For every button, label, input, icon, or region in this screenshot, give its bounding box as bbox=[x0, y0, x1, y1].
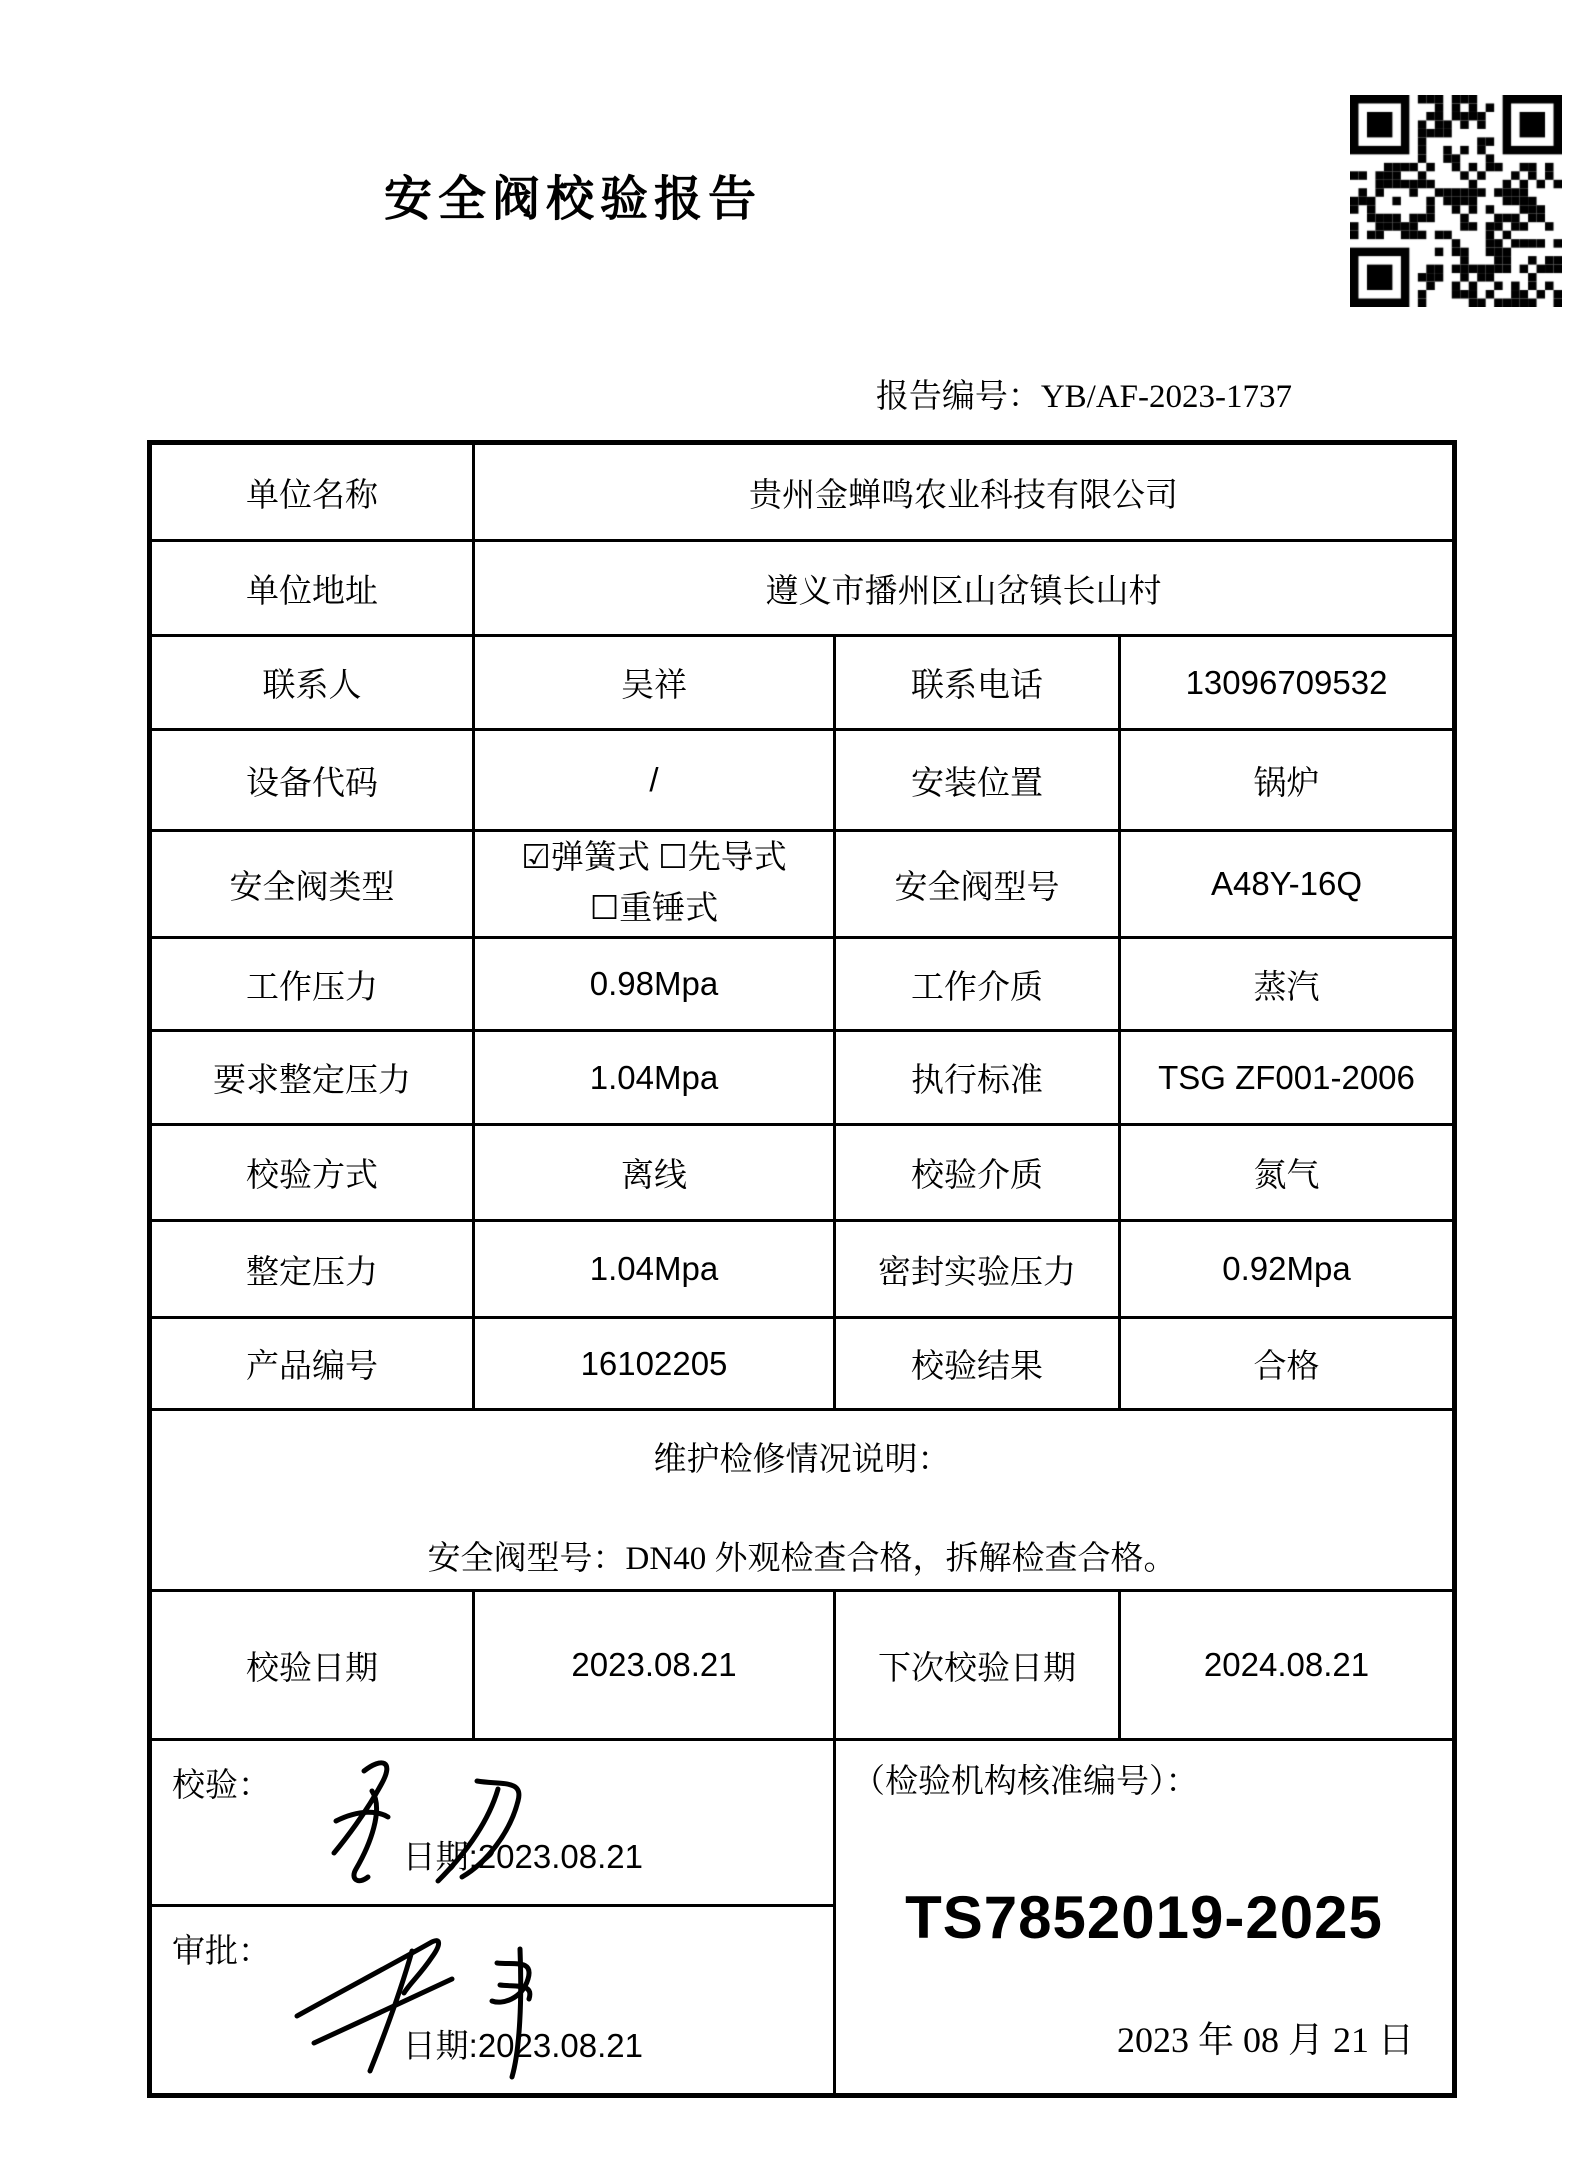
device-code-value: / bbox=[474, 730, 835, 831]
maintenance-note bbox=[150, 1410, 1455, 1591]
calib-method-label: 校验方式 bbox=[150, 1125, 474, 1221]
calib-result-label: 校验结果 bbox=[835, 1318, 1120, 1410]
valve-type-label: 安全阀类型 bbox=[150, 831, 474, 938]
phone-label: 联系电话 bbox=[835, 636, 1120, 730]
unit-name-value: 贵州金蝉鸣农业科技有限公司 bbox=[474, 443, 1455, 541]
contact-label: 联系人 bbox=[150, 636, 474, 730]
valve-type-options-line2: ☐重锤式 bbox=[589, 891, 719, 927]
row-product-no bbox=[150, 1318, 1455, 1410]
calib-date-value: 2023.08.21 bbox=[474, 1591, 835, 1740]
set-pressure-value: 1.04Mpa bbox=[474, 1221, 835, 1318]
verifier-date: 日期:2023.08.21 bbox=[402, 1838, 643, 1875]
phone-value: 13096709532 bbox=[1120, 636, 1455, 730]
row-set-pressure bbox=[150, 1221, 1455, 1318]
work-pressure-value: 0.98Mpa bbox=[474, 938, 835, 1031]
maintenance-note-text: 安全阀型号：DN40 外观检查合格，拆解检查合格。 bbox=[427, 1541, 1177, 1577]
unit-name-label: 单位名称 bbox=[150, 443, 474, 541]
contact-value: 吴祥 bbox=[474, 636, 835, 730]
calib-method-value: 离线 bbox=[474, 1125, 835, 1221]
work-medium-label: 工作介质 bbox=[835, 938, 1120, 1031]
row-required-set-pressure bbox=[150, 1031, 1455, 1125]
next-calib-date-label: 下次校验日期 bbox=[835, 1591, 1120, 1740]
row-calib-method bbox=[150, 1125, 1455, 1221]
seal-test-pressure-value: 0.92Mpa bbox=[1120, 1221, 1455, 1318]
standard-value: TSG ZF001-2006 bbox=[1120, 1031, 1455, 1125]
seal-test-pressure-label: 密封实验压力 bbox=[835, 1221, 1120, 1318]
verifier-cell bbox=[150, 1740, 835, 1906]
unit-address-label: 单位地址 bbox=[150, 541, 474, 636]
qr-code bbox=[1350, 95, 1562, 307]
agency-approval-header: （检验机构核准编号）： bbox=[852, 1764, 1199, 1800]
approver-date: 日期:2023.08.21 bbox=[402, 2027, 643, 2064]
approver-cell bbox=[150, 1906, 835, 2096]
standard-label: 执行标准 bbox=[835, 1031, 1120, 1125]
calib-result-value: 合格 bbox=[1120, 1318, 1455, 1410]
valve-type-options bbox=[474, 831, 835, 938]
valve-model-label: 安全阀型号 bbox=[835, 831, 1120, 938]
product-no-value: 16102205 bbox=[474, 1318, 835, 1410]
row-maintenance bbox=[150, 1410, 1455, 1591]
device-code-label: 设备代码 bbox=[150, 730, 474, 831]
row-valve-type bbox=[150, 831, 1455, 938]
maintenance-note-title: 维护检修情况说明： bbox=[653, 1442, 951, 1478]
agency-date: 2023 年 08 月 21 日 bbox=[1117, 2020, 1415, 2060]
valve-type-options-line1: ☑弹簧式 ☐先导式 bbox=[521, 839, 787, 876]
unit-address-value: 遵义市播州区山岔镇长山村 bbox=[474, 541, 1455, 636]
work-medium-value: 蒸汽 bbox=[1120, 938, 1455, 1031]
row-contact bbox=[150, 636, 1455, 730]
row-calib-date bbox=[150, 1591, 1455, 1740]
approver-label: 审批： bbox=[172, 1934, 271, 1970]
row-verifier bbox=[150, 1740, 1455, 1906]
report-table bbox=[147, 440, 1457, 2098]
install-location-label: 安装位置 bbox=[835, 730, 1120, 831]
product-no-label: 产品编号 bbox=[150, 1318, 474, 1410]
calib-medium-value: 氮气 bbox=[1120, 1125, 1455, 1221]
report-number: 报告编号：YB/AF-2023-1737 bbox=[875, 379, 1292, 415]
row-work-pressure bbox=[150, 938, 1455, 1031]
row-unit-address bbox=[150, 541, 1455, 636]
set-pressure-label: 整定压力 bbox=[150, 1221, 474, 1318]
required-set-pressure-label: 要求整定压力 bbox=[150, 1031, 474, 1125]
calib-date-label: 校验日期 bbox=[150, 1591, 474, 1740]
verifier-label: 校验： bbox=[172, 1768, 271, 1804]
work-pressure-label: 工作压力 bbox=[150, 938, 474, 1031]
calib-medium-label: 校验介质 bbox=[835, 1125, 1120, 1221]
row-device bbox=[150, 730, 1455, 831]
agency-approval-number: TS7852019-2025 bbox=[905, 1884, 1383, 1951]
agency-cell bbox=[835, 1740, 1455, 2096]
page-title: 安全阀校验报告 bbox=[383, 173, 763, 226]
valve-model-value: A48Y-16Q bbox=[1120, 831, 1455, 938]
required-set-pressure-value: 1.04Mpa bbox=[474, 1031, 835, 1125]
row-unit-name bbox=[150, 443, 1455, 541]
next-calib-date-value: 2024.08.21 bbox=[1120, 1591, 1455, 1740]
install-location-value: 锅炉 bbox=[1120, 730, 1455, 831]
